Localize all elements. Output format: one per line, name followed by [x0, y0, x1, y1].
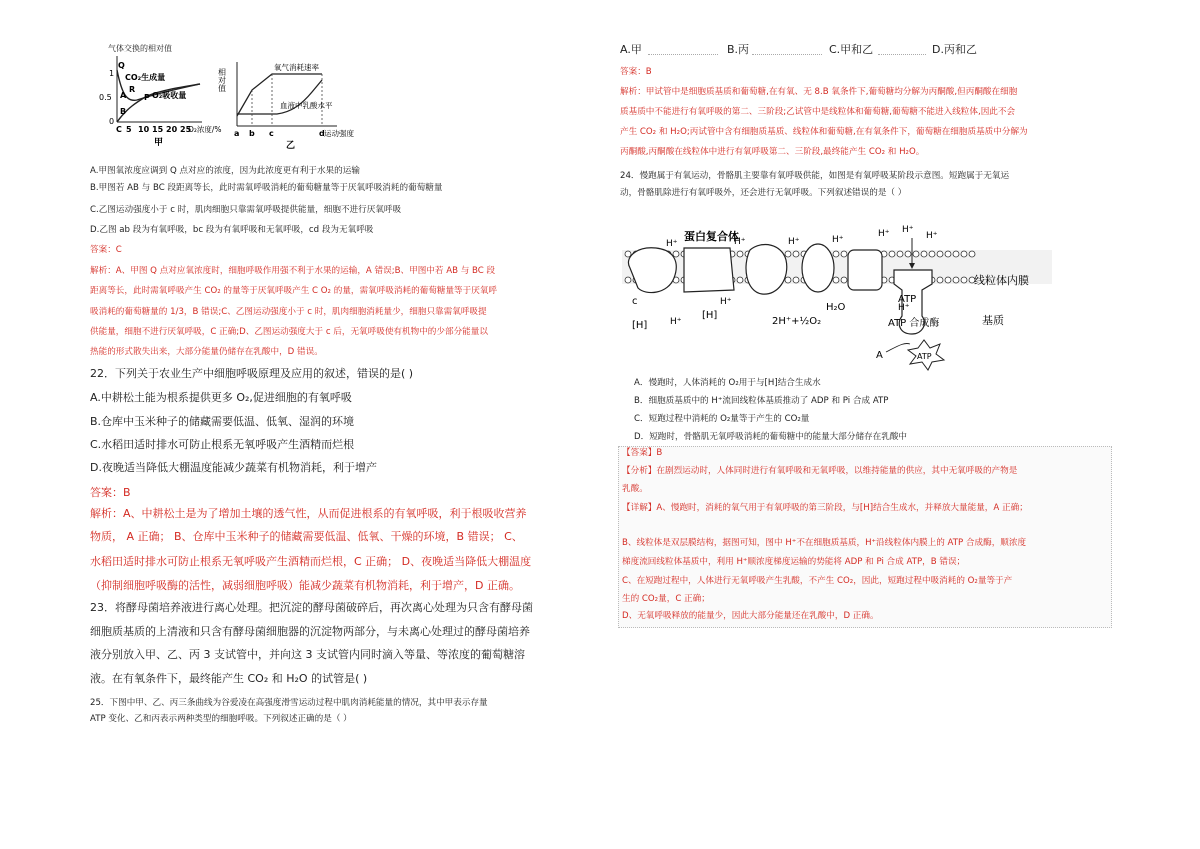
q22-explain-line: 解析：A、中耕松土是为了增加土壤的透气性，从而促进根系的有氧呼吸，利于根吸收营养 — [90, 507, 527, 520]
q23-explain-line: 丙酮酸,丙酮酸在线粒体中进行有氧呼吸第二、三阶段,最终能产生 CO₂ 和 H₂O。 — [620, 147, 925, 157]
q22-option-d: D.夜晚适当降低大棚温度能减少蔬菜有机物消耗，利于增产 — [90, 461, 377, 474]
fig-jia-title: 气体交换的相对值 — [108, 44, 172, 53]
h-plus-label: H⁺ — [878, 229, 890, 239]
q23-option-c: C.甲和乙 — [829, 43, 874, 56]
lactate-label: 血液中乳酸水平 — [280, 101, 333, 110]
fig-yi-xunit: 运动强度 — [324, 129, 354, 138]
fig-jia-caption: 甲 — [154, 138, 164, 148]
h-plus-label: H⁺ — [902, 225, 914, 235]
q24-stem-line: 动，骨骼肌除进行有氧呼吸外，还会进行无氧呼吸。下列叙述错误的是（ ） — [620, 188, 907, 198]
q23-option-d: D.丙和乙 — [932, 43, 977, 56]
c-label: c — [632, 296, 638, 307]
q21-explain-line: 解析：A、甲图 Q 点对应氧浓度时，细胞呼吸作用强不利于水果的运输，A 错误;B、甲图中若 AB 与 BC 段 — [90, 266, 496, 276]
atp-burst-label: ATP — [917, 352, 932, 361]
fig-yi-xtick: a — [234, 129, 240, 138]
h-carrier-label: [H] — [702, 310, 718, 321]
q24-option-a: A．慢跑时，人体消耗的 O₂用于与[H]结合生成水 — [634, 378, 821, 388]
q22-option-b: B.仓库中玉米种子的储藏需要低温、低氧、湿润的环境 — [90, 415, 355, 428]
figure-yi — [217, 56, 354, 156]
q24-explain-line: 生的 CO₂量，C 正确； — [622, 594, 710, 604]
q22-option-a: A.中耕松土能为根系提供更多 O₂,促进细胞的有氧呼吸 — [90, 391, 352, 404]
q23-stem-line: 细胞质基质的上清液和只含有酵母菌细胞器的沉淀物两部分，与未离心处理过的酵母菌培养 — [90, 625, 530, 638]
h-plus-label: H⁺ — [670, 317, 682, 327]
h-carrier-label: [H] — [632, 320, 648, 331]
q24-stem-line: 24．慢跑属于有氧运动，骨骼肌主要靠有氧呼吸供能，如图是有氧呼吸某阶段示意图。短跑属于无氧运 — [620, 171, 1010, 181]
q22-explain-line: （抑制细胞呼吸酶的活性，减弱细胞呼吸）能减少蔬菜有机物消耗，利于增产，D 正确。 — [90, 579, 520, 592]
fig-jia-xtick: C — [116, 125, 122, 134]
q21-answer: 答案：C — [90, 245, 122, 255]
q22-stem: 22．下列关于农业生产中细胞呼吸原理及应用的叙述，错误的是( ) — [90, 367, 414, 380]
matrix-label: 基质 — [982, 314, 1004, 327]
q23-stem-line: 液。在有氧条件下，最终能产生 CO₂ 和 H₂O 的试管是( ) — [90, 672, 368, 685]
q24-explain-line: C、在短跑过程中，人体进行无氧呼吸产生乳酸，不产生 CO₂，因此，短跑过程中吸消耗的 O₂量等于产 — [622, 576, 1013, 586]
fig-jia-point: R — [129, 85, 136, 94]
q22-answer: 答案：B — [90, 486, 131, 499]
q24-explain-line: B、线粒体是双层膜结构，据图可知，图中 H⁺不在细胞质基质，H⁺沿线粒体内膜上的 ATP 合成酶，顺浓度 — [622, 538, 1027, 548]
q21-option-b: B.甲图若 AB 与 BC 段距离等长，此时需氧呼吸消耗的葡萄糖量等于厌氧呼吸消耗的葡萄糖量 — [90, 183, 443, 193]
q22-explain-line: 物质， A 正确； B、仓库中玉米种子的储藏需要低温、低氧、干燥的环境，B 错误； C、 — [90, 530, 523, 543]
figure-jia — [92, 40, 222, 152]
dotted-leader — [878, 54, 926, 55]
fig-jia-xtick: 20 — [166, 125, 178, 134]
q21-option-a: A.甲图氧浓度应调到 Q 点对应的浓度，因为此浓度更有利于水果的运输 — [90, 166, 360, 176]
a-label: A — [876, 350, 883, 361]
q23-explain-line: 产生 CO₂ 和 H₂O;丙试管中含有细胞质基质、线粒体和葡萄糖,在有氧条件下，葡萄糖在细胞质基质中分解为 — [620, 127, 1028, 137]
fig-jia-xtick: 5 — [126, 125, 132, 134]
fig-yi-xtick: c — [269, 129, 274, 138]
q22-explain-line: 水稻田适时排水可防止根系无氧呼吸产生酒精而烂根，C 正确； D、夜晚适当降低大棚温度 — [90, 555, 532, 568]
q24-explain-line: 【分析】在剧烈运动时，人体同时进行有氧呼吸和无氧呼吸，以维持能量的供应，其中无氧呼吸的产物是 — [622, 466, 1018, 476]
q23-answer: 答案：B — [620, 67, 652, 77]
q23-stem-line: 液分别放入甲、乙、丙 3 支试管中，并向这 3 支试管内同时滴入等量、等浓度的葡萄糖溶 — [90, 648, 525, 661]
reaction-label: 2H⁺+½O₂ — [772, 316, 822, 327]
protein-complex-3 — [746, 245, 787, 295]
h-plus-label: H⁺ — [720, 297, 732, 307]
co2-curve-label: CO₂生成量 — [125, 73, 166, 82]
dotted-leader — [648, 54, 718, 55]
q25-stem-line: ATP 变化、乙和丙表示两种类型的细胞呼吸。下列叙述正确的是（ ） — [90, 714, 352, 724]
q24-explain-line: D、无氧呼吸释放的能量少，因此大部分能量还在乳酸中，D 正确。 — [622, 611, 879, 621]
q23-option-b: B.丙 — [727, 43, 750, 56]
q24-explain-line: 乳酸。 — [622, 484, 648, 494]
q21-explain-line: 热能的形式散失出来，大部分能量仍储存在乳酸中，D 错误。 — [90, 347, 323, 357]
q23-option-a: A.甲 — [620, 43, 642, 56]
q25-stem-line: 25．下图中甲、乙、丙三条曲线为谷爱凌在高强度滑雪运动过程中肌肉消耗能量的情况，其中甲表示存量 — [90, 698, 488, 708]
q23-explain-line: 解析：甲试管中是细胞质基质和葡萄糖,在有氧、无 8.B 氧条件下,葡萄糖均分解为丙酮酸,但丙酮酸在细胞 — [620, 87, 1018, 97]
q21-explain-line: 距离等长，此时需氧呼吸产生 CO₂ 的量等于厌氧呼吸产生 C O₂ 的量，需氧呼吸消耗的葡萄糖量等于厌氧呼 — [90, 286, 498, 296]
dotted-leader — [752, 54, 822, 55]
fig-yi-caption: 乙 — [286, 141, 296, 151]
q24-explain-line: 梯度流回线粒体基质中，利用 H⁺顺浓度梯度运输的势能将 ADP 和 Pi 合成 ATP，B 错误； — [622, 557, 966, 567]
o2-curve-label: O₂吸收量 — [152, 91, 187, 100]
q21-explain-line: 供能量，细胞不进行厌氧呼吸，C 正确;D、乙图运动强度大于 c 后，无氧呼吸使有机物中的少部分能量以 — [90, 327, 488, 337]
fig-jia-ytick: 0 — [109, 117, 115, 126]
fig-jia-xunit: O₂浓度/% — [188, 125, 222, 134]
q23-explain-line: 质基质中不能进行有氧呼吸的第二、三阶段;乙试管中是线粒体和葡萄糖,葡萄糖不能进入线粒体,因此不会 — [620, 107, 1016, 117]
q21-option-d: D.乙图 ab 段为有氧呼吸，bc 段为有氧呼吸和无氧呼吸，cd 段为无氧呼吸 — [90, 225, 374, 235]
membrane-label: 线粒体内膜 — [974, 274, 1029, 287]
atp-synthase-label: ATP 合成酶 — [888, 318, 940, 329]
protein-complex-label: 蛋白复合体 — [684, 230, 739, 243]
q24-option-d: D．短跑时，骨骼肌无氧呼吸消耗的葡萄糖中的能量大部分储存在乳酸中 — [634, 432, 908, 442]
q21-option-c: C.乙图运动强度小于 c 时，肌肉细胞只靠需氧呼吸提供能量，细胞不进行厌氧呼吸 — [90, 205, 402, 215]
protein-complex-4 — [802, 244, 834, 292]
fig-jia-point: Q — [118, 61, 125, 70]
h-plus-label: H⁺ — [832, 235, 844, 245]
fig-yi-xtick: b — [249, 129, 255, 138]
water-label: H₂O — [826, 302, 846, 313]
q24-explain-line: 【详解】A、慢跑时，消耗的氧气用于有氧呼吸的第三阶段，与[H]结合生成水，并释放大量能量，A 正确； — [622, 503, 1028, 513]
oxygen-consumption-label: 氧气消耗速率 — [274, 63, 319, 72]
q24-option-c: C．短跑过程中消耗的 O₂量等于产生的 CO₂量 — [634, 414, 810, 424]
atp-label: ATP — [898, 294, 917, 305]
h-plus-label: H⁺ — [666, 239, 678, 249]
protein-complex-1 — [628, 248, 676, 293]
fig-jia-xtick: 25 — [180, 125, 192, 134]
fig-jia-point: P — [144, 93, 150, 102]
h-plus-label: H⁺ — [788, 237, 800, 247]
figure-mito-membrane — [622, 220, 1052, 370]
protein-complex-2 — [684, 248, 734, 292]
q24-answer: 【答案】B — [622, 448, 663, 458]
h-plus-label: H⁺ — [734, 237, 746, 247]
q24-option-b: B．细胞质基质中的 H⁺流回线粒体基质推动了 ADP 和 Pi 合成 ATP — [634, 396, 889, 406]
fig-jia-ytick: 0.5 — [99, 93, 112, 102]
fig-yi-ylabel: 相对值 — [217, 68, 227, 92]
q22-option-c: C.水稻田适时排水可防止根系无氧呼吸产生酒精而烂根 — [90, 438, 355, 451]
h-plus-label: H⁺ — [926, 231, 938, 241]
q23-stem-line: 23．将酵母菌培养液进行离心处理。把沉淀的酵母菌破碎后，再次离心处理为只含有酵母菌 — [90, 601, 533, 614]
fig-jia-xtick: 10 — [138, 125, 150, 134]
fig-jia-xtick: 15 — [152, 125, 164, 134]
h-plus-label: H⁺ — [898, 303, 910, 313]
protein-complex-5 — [848, 250, 882, 290]
fig-jia-point: B — [120, 107, 127, 116]
fig-jia-point: A — [120, 91, 127, 100]
q21-explain-line: 吸消耗的葡萄糖量的 1/3，B 错误;C、乙图运动强度小于 c 时，肌肉细胞消耗量少，细胞只靠需氧呼吸提 — [90, 307, 487, 317]
fig-jia-ytick: 1 — [109, 69, 115, 78]
fig-yi-xtick: d — [319, 129, 325, 138]
